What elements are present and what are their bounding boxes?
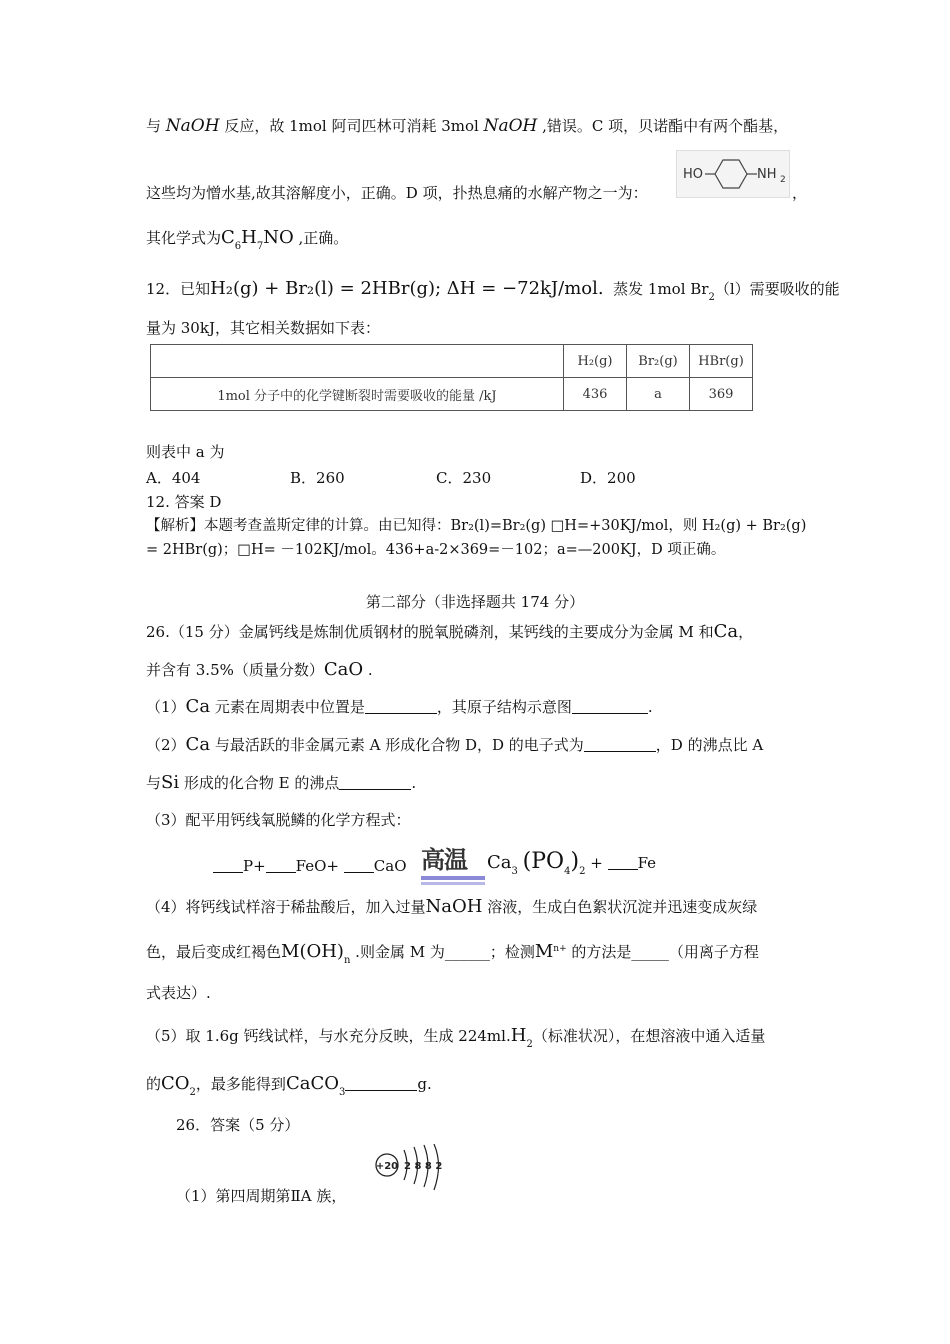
answer-blank (345, 1076, 417, 1091)
svg-text:2 8 8 2: 2 8 8 2 (404, 1161, 443, 1172)
answer-blank (213, 858, 243, 873)
q12-equation: H₂(g) + Br₂(l) = 2HBr(g); ΔH = −72kJ/mol. (210, 278, 604, 299)
answer-blank (266, 858, 296, 873)
answer-blank (339, 775, 411, 790)
q12-analysis-2: = 2HBr(g)；□H= －102KJ/mol。436+a-2×369=－102；a=—200KJ，D 项正确。 (146, 542, 726, 558)
answer-blank (608, 855, 638, 870)
svg-text:+20: +20 (375, 1161, 399, 1172)
answer-blank (584, 737, 656, 752)
q11-line-2: 这些均为憎水基,故其溶解度小，正确。D 项，扑热息痛的水解产物之一为： (146, 184, 648, 202)
q11-line-1: 与 NaOH 反应，故 1mol 阿司匹林可消耗 3mol NaOH ,错误。C 项，贝诺酯中有两个酯基， (146, 116, 789, 136)
q26-part-2: （2）Ca 与最活跃的非金属元素 A 形成化合物 D，D 的电子式为 ，D 的沸点比 A (146, 734, 764, 755)
q12-analysis-1: 【解析】本题考查盖斯定律的计算。由已知得：Br₂(l)=Br₂(g) □H=+30KJ/mol，则 H₂(g) + Br₂(g) (146, 518, 807, 534)
q26-part-4-cont: 色，最后变成红褐色$M(OH)_n$ .则金属 M 为______；检测$M^{n+}$ 的方法是_____（用离子方程 (146, 941, 759, 966)
q12-stem-line-1: 12．已知H₂(g) + Br₂(l) = 2HBr(g); ΔH = −72kJ/mol. 蒸发 1mol $Br_2(l)$需要吸收的能 (146, 278, 840, 303)
q26-part-2-cont: 与Si 形成的化合物 E 的沸点 . (146, 772, 417, 793)
structure-image-4-aminophenol (676, 150, 790, 198)
q12-question: 则表中 a 为 (146, 443, 225, 461)
part-two-title: 第二部分（非选择题共 174 分） (365, 593, 585, 611)
balancing-equation: P+ FeO+ CaO (213, 856, 407, 876)
option-a: A．404 (146, 469, 201, 487)
q12-stem-line-2: 量为 30kJ，其它相关数据如下表： (146, 319, 380, 337)
q26-part-4-end: 式表达）. (146, 984, 211, 1002)
high-temperature-condition: 高温 (421, 846, 485, 888)
table-row: 1mol 分子中的化学键断裂时需要吸收的能量 /kJ 436 a 369 (151, 378, 753, 411)
struct-nh2: NH (757, 167, 777, 182)
option-b: B．260 (290, 469, 345, 487)
q26-part-5-cont: 的$CO_2$，最多能得到CaCO$_3$ g. (146, 1073, 432, 1098)
answer-blank (365, 699, 437, 714)
q26-intro-1: 26.（15 分）金属钙线是炼制优质钢材的脱氧脱磷剂，某钙线的主要成分为金属 M 和Ca， (146, 621, 754, 642)
q26-answer-heading: 26．答案（5 分） (176, 1116, 300, 1134)
option-d: D．200 (580, 469, 636, 487)
answer-blank (344, 858, 374, 873)
struct-ho: HO (683, 167, 704, 182)
q26-part-3: （3）配平用钙线氧脱鳞的化学方程式： (146, 811, 411, 829)
q26-part-4: （4）将钙线试样溶于稀盐酸后，加入过量NaOH 溶液，生成白色絮状沉淀并迅速变成灰绿 (146, 896, 758, 917)
q26-part-5: （5）取 1.6g 钙线试样，与水充分反映，生成 $224ml.H_2$（标准状况），在想溶液中通入适量 (146, 1025, 766, 1050)
calcium-atom-structure-diagram (374, 1144, 448, 1192)
comma: ， (792, 184, 808, 202)
q11-line-3: 其化学式为$C_6H_7NO$ ,正确。 (146, 227, 349, 252)
naoh-formula: NaOH (483, 116, 538, 136)
q26-part-1: （1）Ca 元素在周期表中位置是 ，其原子结构示意图 . (146, 696, 653, 717)
product-formula: $Ca_3$ $(PO_4)_2 + Fe$ (487, 849, 657, 877)
answer-blank (572, 699, 648, 714)
bond-energy-table (150, 344, 753, 411)
table-header-row: H₂(g) Br₂(g) HBr(g) (151, 345, 753, 378)
naoh-formula: NaOH (165, 116, 220, 136)
q26-answer-1: （1）第四周期第ⅡA 族， (176, 1187, 347, 1205)
svg-text:2: 2 (780, 175, 786, 185)
option-c: C．230 (436, 469, 492, 487)
q12-answer: 12. 答案 D (146, 493, 222, 511)
q26-intro-2: 并含有 3.5%（质量分数）CaO . (146, 659, 373, 680)
